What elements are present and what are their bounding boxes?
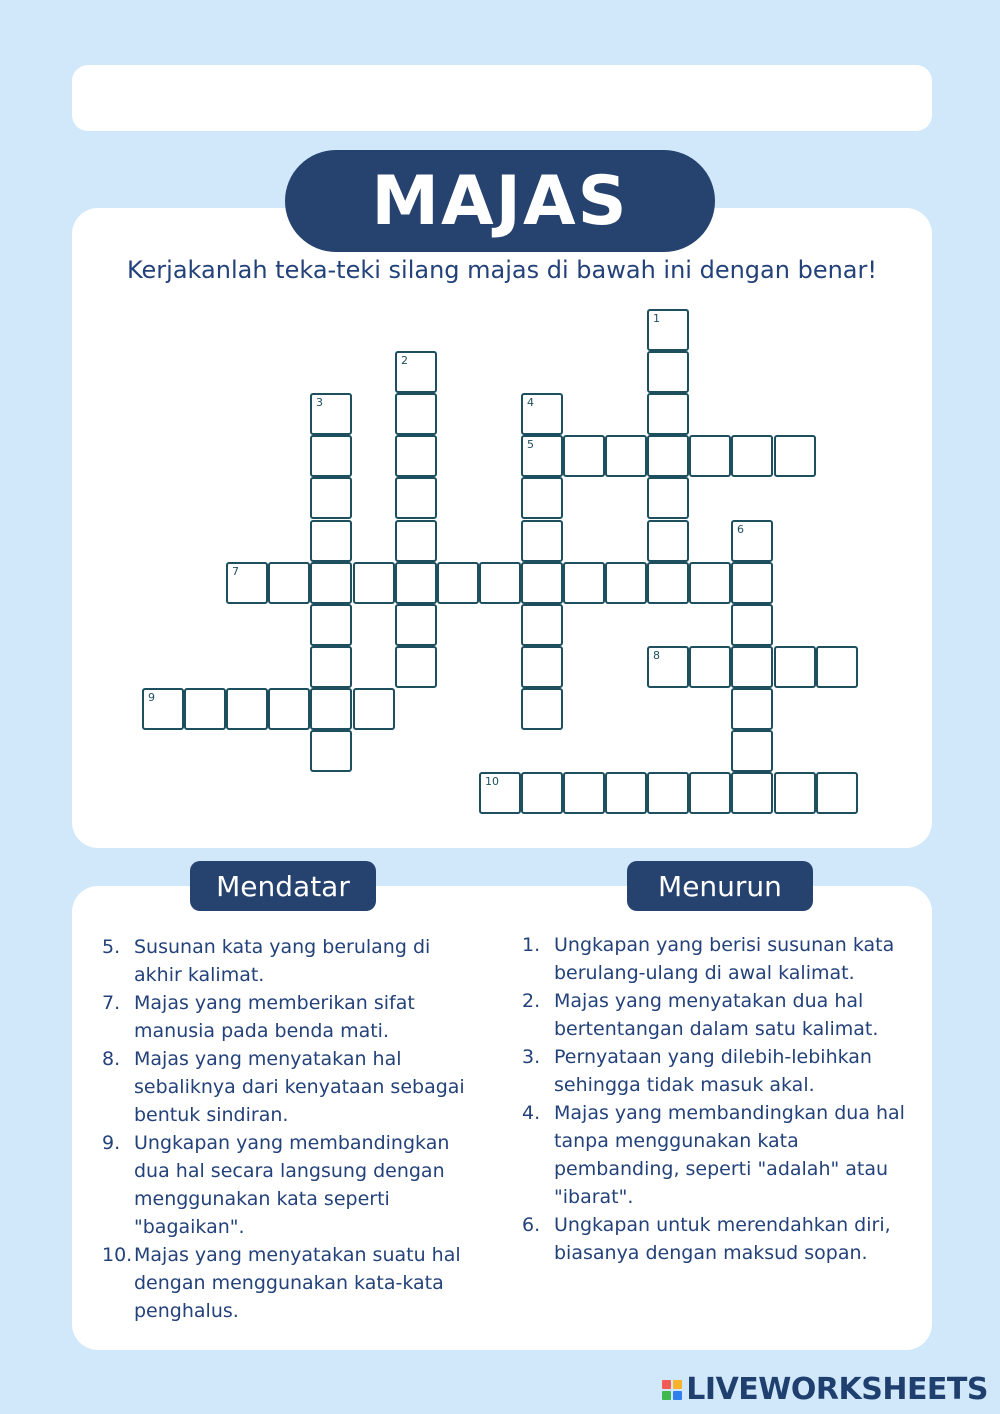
crossword-cell-input[interactable] [733,564,771,602]
crossword-cell [774,435,816,477]
crossword-cell [689,562,731,604]
crossword-cell [731,646,773,688]
page-title: MAJAS [285,150,715,252]
cell-number: 10 [485,775,499,788]
crossword-cell [142,688,184,730]
crossword-cell-input[interactable] [186,690,224,728]
instruction-text: Kerjakanlah teka-teki silang majas di bawah ini dengan benar! [127,256,877,284]
liveworksheets-logo-icon [662,1380,682,1400]
crossword-cell [521,604,563,646]
crossword-cell-input[interactable] [691,774,729,812]
clue-text: Majas yang memberikan sifat manusia pada benda mati. [134,992,415,1042]
crossword-cell [226,688,268,730]
clue-across-5 [102,933,482,989]
crossword-cell [647,646,689,688]
clue-across-7 [102,989,482,1045]
crossword-cell-input[interactable] [565,774,603,812]
clue-down-4 [522,1099,912,1211]
crossword-cell-input[interactable] [355,564,393,602]
crossword-cell-input[interactable] [776,437,814,475]
crossword-cell-input[interactable] [270,690,308,728]
crossword-cell [310,477,352,519]
clue-text: Ungkapan yang berisi susunan kata berulang-ulang di awal kalimat. [554,934,895,984]
crossword-cell [353,688,395,730]
crossword-cell-input[interactable] [818,774,856,812]
crossword-cell [395,604,437,646]
crossword-cell-input[interactable] [818,648,856,686]
crossword-cell [731,562,773,604]
crossword-cell [395,477,437,519]
student-name-bar [72,65,932,131]
crossword-cell [395,435,437,477]
cell-number: 7 [232,565,239,578]
crossword-cell [563,435,605,477]
crossword-cell-input[interactable] [523,395,561,433]
crossword-cell [689,646,731,688]
crossword-cell [689,435,731,477]
crossword-cell [437,562,479,604]
crossword-cell [521,562,563,604]
clue-text: Majas yang menyatakan dua hal bertentangan dalam satu kalimat. [554,990,879,1040]
crossword-cell [479,772,521,814]
cell-number: 9 [148,691,155,704]
crossword-cell [268,688,310,730]
brand-name: LIVEWORKSHEETS [686,1372,988,1407]
crossword-cell [521,393,563,435]
crossword-cell-input[interactable] [397,395,435,433]
crossword-cell [521,435,563,477]
clue-number: 6. [522,1214,541,1236]
crossword-cell-input[interactable] [733,437,771,475]
crossword-cell-input[interactable] [523,564,561,602]
crossword-cell-input[interactable] [397,564,435,602]
clue-down-3 [522,1043,912,1099]
crossword-cell [353,562,395,604]
crossword-cell-input[interactable] [733,774,771,812]
clue-text: Majas yang menyatakan suatu hal dengan menggunakan kata-kata penghalus. [134,1244,461,1322]
crossword-cell-input[interactable] [397,437,435,475]
clue-number: 1. [522,934,541,956]
crossword-cell-input[interactable] [312,606,350,644]
crossword-cell [395,393,437,435]
crossword-cell-input[interactable] [565,437,603,475]
crossword-cell-input[interactable] [312,732,350,770]
crossword-cell-input[interactable] [733,606,771,644]
clue-text: Ungkapan yang membandingkan dua hal secara langsung dengan menggunakan kata seperti "bagaikan". [134,1132,450,1238]
crossword-cell [310,562,352,604]
clue-down-2 [522,987,912,1043]
crossword-cell-input[interactable] [523,479,561,517]
crossword-cell-input[interactable] [312,479,350,517]
crossword-cell [731,520,773,562]
crossword-cell [268,562,310,604]
crossword-cell [731,604,773,646]
crossword-cell-input[interactable] [776,648,814,686]
crossword-cell-input[interactable] [397,606,435,644]
crossword-cell-input[interactable] [397,353,435,391]
crossword-cell-input[interactable] [607,564,645,602]
crossword-cell [647,477,689,519]
crossword-cell-input[interactable] [649,564,687,602]
crossword-cell-input[interactable] [144,690,182,728]
clue-across-8 [102,1045,482,1129]
clue-across-10 [102,1241,482,1325]
crossword-cell-input[interactable] [733,732,771,770]
crossword-cell-input[interactable] [649,774,687,812]
clue-across-9 [102,1129,482,1241]
clue-number: 10. [102,1244,133,1266]
across-clue-list [102,933,482,1325]
crossword-cell-input[interactable] [691,564,729,602]
student-name-input[interactable] [72,65,932,131]
crossword-cell-input[interactable] [397,522,435,560]
crossword-cell-input[interactable] [312,648,350,686]
clue-down-6 [522,1211,912,1267]
cell-number: 3 [316,396,323,409]
cell-number: 1 [653,312,660,325]
crossword-cell [521,520,563,562]
cell-number: 4 [527,396,534,409]
clue-text: Pernyataan yang dilebih-lebihkan sehingga tidak masuk akal. [554,1046,872,1096]
crossword-cell-input[interactable] [691,437,729,475]
crossword-cell-input[interactable] [607,774,645,812]
crossword-cell [184,688,226,730]
crossword-cell [774,772,816,814]
clue-number: 3. [522,1046,541,1068]
crossword-cell-input[interactable] [481,564,519,602]
crossword-cell [816,772,858,814]
logo-square [662,1380,671,1389]
crossword-cell-input[interactable] [649,395,687,433]
crossword-cell [395,351,437,393]
crossword-cell-input[interactable] [312,690,350,728]
crossword-cell [310,393,352,435]
crossword-cell [647,309,689,351]
crossword-cell [816,646,858,688]
crossword-cell-input[interactable] [565,564,603,602]
crossword-cell-input[interactable] [397,479,435,517]
across-heading: Mendatar [190,861,376,911]
brand-footer [662,1372,988,1407]
crossword-cell-input[interactable] [312,437,350,475]
crossword-cell [605,562,647,604]
clue-text: Ungkapan untuk merendahkan diri, biasanya dengan maksud sopan. [554,1214,891,1264]
clue-text: Majas yang menyatakan hal sebaliknya dari kenyataan sebagai bentuk sindiran. [134,1048,465,1126]
crossword-cell [731,688,773,730]
crossword-cell [605,772,647,814]
crossword-cell-input[interactable] [649,437,687,475]
crossword-cell-input[interactable] [523,774,561,812]
cell-number: 5 [527,438,534,451]
crossword-cell-input[interactable] [523,648,561,686]
crossword-cell-input[interactable] [523,437,561,475]
cell-number: 6 [737,523,744,536]
crossword-cell [395,520,437,562]
crossword-cell-input[interactable] [733,690,771,728]
crossword-cell-input[interactable] [523,690,561,728]
crossword-cell [479,562,521,604]
crossword-cell-input[interactable] [481,774,519,812]
crossword-cell-input[interactable] [649,522,687,560]
clue-number: 8. [102,1048,121,1070]
crossword-cell [647,520,689,562]
clue-number: 5. [102,936,121,958]
clue-number: 9. [102,1132,121,1154]
crossword-cell [310,646,352,688]
crossword-cell-input[interactable] [397,648,435,686]
crossword-cell [731,730,773,772]
crossword-cell [310,730,352,772]
crossword-cell-input[interactable] [312,395,350,433]
crossword-cell [647,562,689,604]
crossword-cell [521,646,563,688]
crossword-cell-input[interactable] [649,311,687,349]
down-heading: Menurun [627,861,813,911]
logo-square [662,1391,671,1400]
logo-square [673,1391,682,1400]
crossword-cell-input[interactable] [691,648,729,686]
crossword-cell [563,562,605,604]
logo-square [673,1380,682,1389]
clue-number: 7. [102,992,121,1014]
crossword-cell [310,435,352,477]
crossword-cell-input[interactable] [649,648,687,686]
crossword-cell-input[interactable] [733,522,771,560]
crossword-cell [647,435,689,477]
crossword-cell [521,477,563,519]
crossword-cell [647,351,689,393]
crossword-cell-input[interactable] [733,648,771,686]
crossword-cell-input[interactable] [649,479,687,517]
crossword-cell [226,562,268,604]
crossword-cell [731,772,773,814]
crossword-cell-input[interactable] [649,353,687,391]
crossword-cell-input[interactable] [312,522,350,560]
crossword-cell [647,393,689,435]
crossword-cell [310,604,352,646]
clue-number: 2. [522,990,541,1012]
cell-number: 2 [401,354,408,367]
crossword-cell [647,772,689,814]
down-clue-list [522,931,912,1267]
cell-number: 8 [653,649,660,662]
crossword-cell-input[interactable] [523,606,561,644]
clue-down-1 [522,931,912,987]
crossword-cell-input[interactable] [270,564,308,602]
crossword-cell [731,435,773,477]
crossword-cell-input[interactable] [607,437,645,475]
crossword-cell [395,562,437,604]
crossword-cell-input[interactable] [312,564,350,602]
crossword-card [72,208,932,848]
crossword-cell-input[interactable] [439,564,477,602]
crossword-cell [310,688,352,730]
crossword-cell [689,772,731,814]
crossword-cell [521,772,563,814]
crossword-cell [310,520,352,562]
crossword-cell-input[interactable] [228,564,266,602]
crossword-cell [521,688,563,730]
crossword-cell [395,646,437,688]
clue-number: 4. [522,1102,541,1124]
clue-text: Majas yang membandingkan dua hal tanpa menggunakan kata pembanding, seperti "adalah" atau "ibarat". [554,1102,905,1208]
crossword-cell [563,772,605,814]
crossword-cell-input[interactable] [523,522,561,560]
clue-text: Susunan kata yang berulang di akhir kalimat. [134,936,431,986]
crossword-cell [774,646,816,688]
crossword-cell-input[interactable] [228,690,266,728]
crossword-cell [605,435,647,477]
crossword-cell-input[interactable] [355,690,393,728]
crossword-cell-input[interactable] [776,774,814,812]
